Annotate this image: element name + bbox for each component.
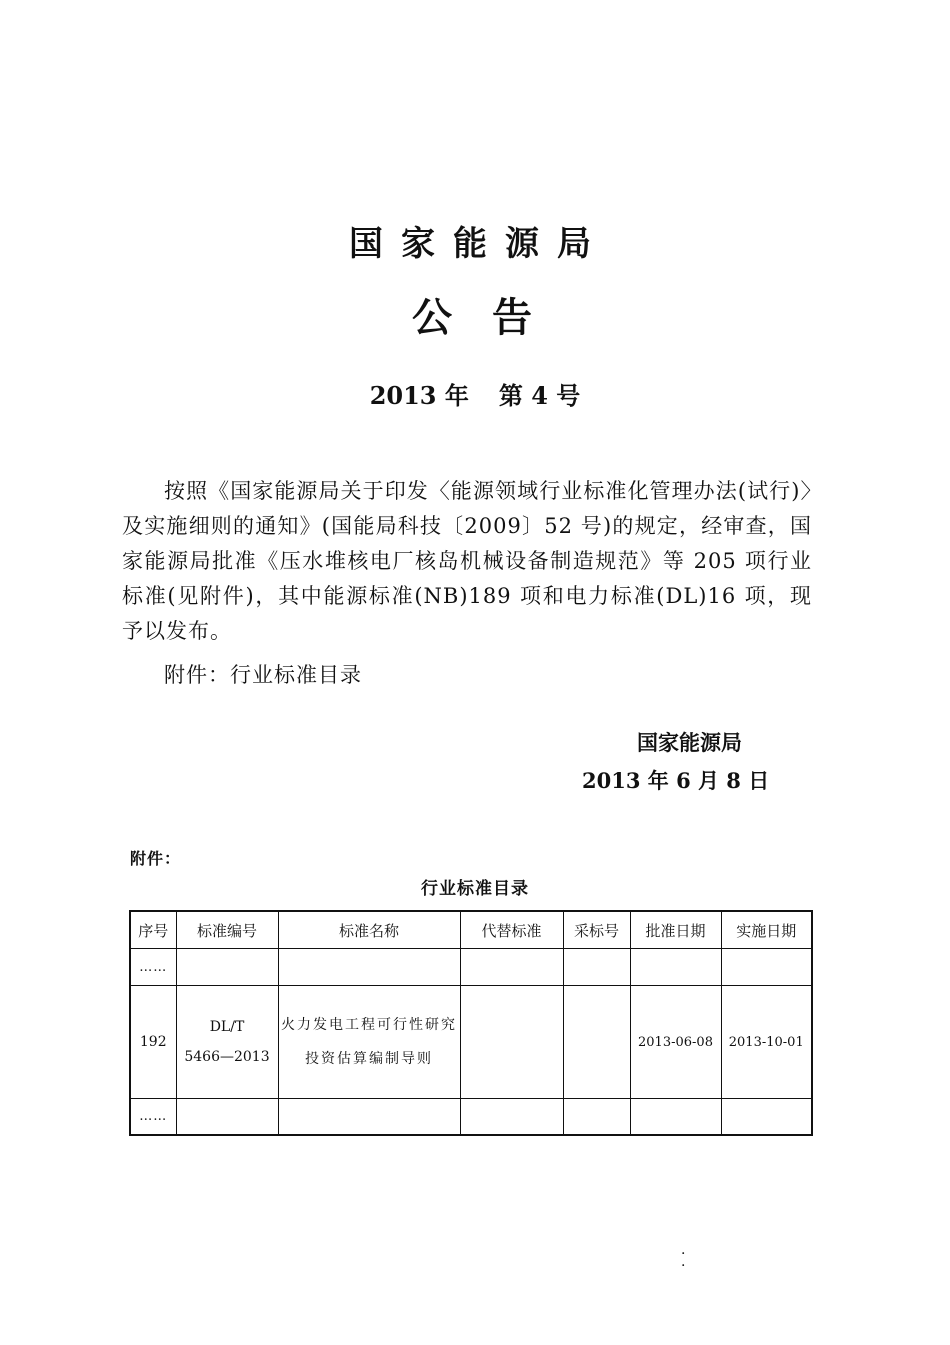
issuing-agency-title: 国家能源局 (349, 224, 609, 264)
row-code (176, 949, 278, 986)
document-number (0, 376, 950, 411)
row-approved-date (630, 1099, 721, 1136)
column-header-approved-date: 批准日期 (630, 911, 721, 949)
column-header-replaces: 代替标准 (460, 911, 563, 949)
attachment-note: 附件：行业标准目录 (164, 663, 362, 687)
row-no: …… (130, 1099, 176, 1136)
document-type-title: 公告 (412, 295, 572, 341)
row-approved-date (630, 949, 721, 986)
row-adopted (563, 1099, 630, 1136)
row-code (176, 1099, 278, 1136)
row-adopted (563, 949, 630, 986)
row-name (278, 949, 460, 986)
row-code (176, 986, 278, 1099)
row-no: 192 (130, 986, 176, 1099)
announcement-paragraph: 按照《国家能源局关于印发〈能源领域行业标准化管理办法(试行)〉及实施细则的通知》(国能局科技〔2009〕52 号)的规定，经审查，国家能源局批准《压水堆核电厂核岛机械设备制造规范》等 205 项行业标准(见附件)，其中能源标准(NB)189 项和电力标准(DL)16 项，现予以发布。 (122, 479, 812, 643)
row-code-number: 5466—2013 (184, 1049, 270, 1065)
row-approved-date: 2013-06-08 (630, 986, 721, 1099)
row-effective-date (721, 1099, 812, 1136)
row-no: …… (130, 949, 176, 986)
row-code-prefix: DL/T (209, 1019, 245, 1035)
row-replaces (460, 949, 563, 986)
column-header-effective-date: 实施日期 (721, 911, 812, 949)
row-replaces (460, 986, 563, 1099)
page-mark: · · (681, 1246, 686, 1274)
table-row (130, 949, 812, 986)
signature-date: 2013 年 6 月 8 日 (582, 768, 770, 793)
row-name: 火力发电工程可行性研究投资估算编制导则 (278, 986, 460, 1099)
column-header-no: 序号 (130, 911, 176, 949)
table-row (130, 1099, 812, 1136)
row-effective-date: 2013-10-01 (721, 986, 812, 1099)
table-row (130, 986, 812, 1099)
document-issue-number: 第 4 号 (498, 381, 581, 410)
column-header-adopted: 采标号 (563, 911, 630, 949)
annex-label: 附件： (130, 849, 182, 868)
document-year: 2013 年 (369, 381, 469, 410)
standards-catalog-table (129, 910, 813, 1136)
row-adopted (563, 986, 630, 1099)
row-replaces (460, 1099, 563, 1136)
row-name (278, 1099, 460, 1136)
signature-agency: 国家能源局 (637, 731, 742, 755)
standards-table-title: 行业标准目录 (421, 879, 529, 899)
column-header-code: 标准编号 (176, 911, 278, 949)
column-header-name: 标准名称 (278, 911, 460, 949)
row-effective-date (721, 949, 812, 986)
table-header-row (130, 911, 812, 949)
